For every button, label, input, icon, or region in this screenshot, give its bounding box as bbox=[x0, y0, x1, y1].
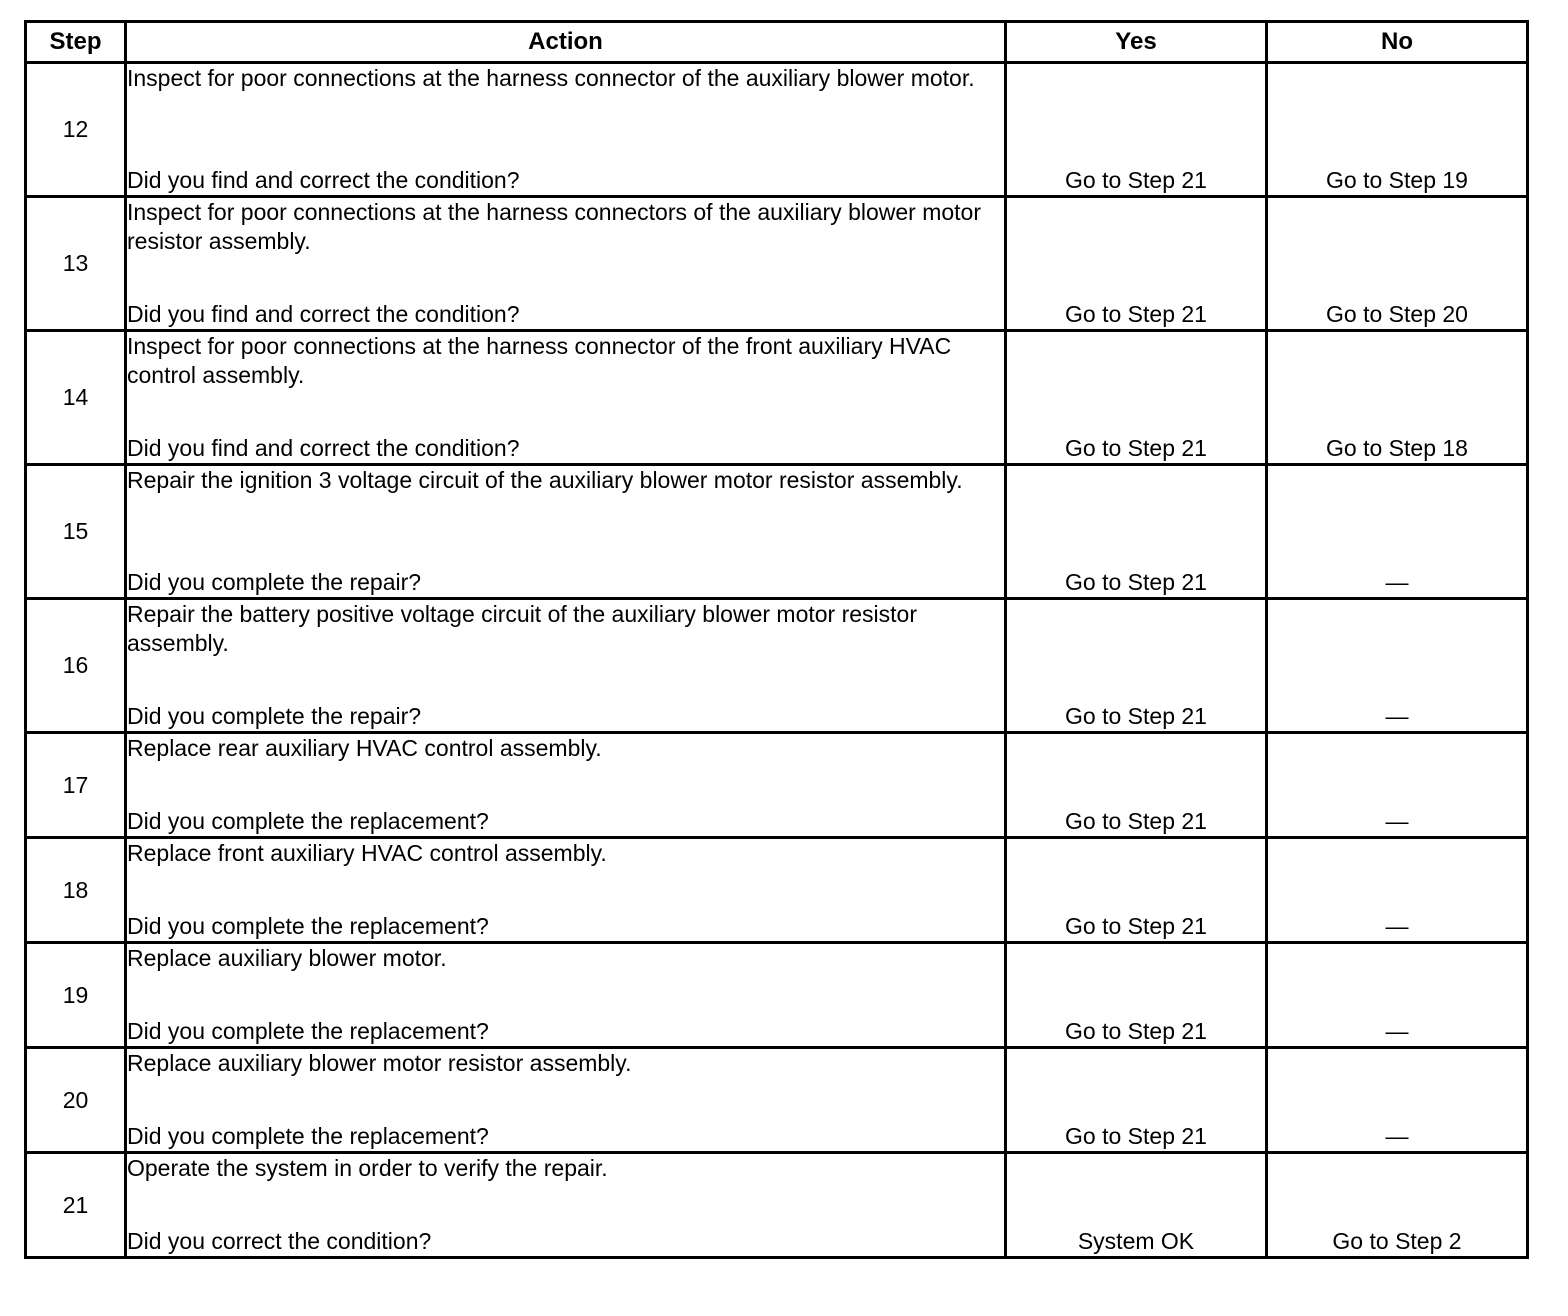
header-action: Action bbox=[126, 22, 1006, 63]
action-instruction: Inspect for poor connections at the harness connectors of the auxiliary blower motor resistor assembly. bbox=[127, 199, 982, 254]
table-row bbox=[26, 943, 1528, 1048]
action-cell bbox=[126, 733, 1006, 838]
step-number: 13 bbox=[26, 197, 126, 331]
action-instruction: Repair the ignition 3 voltage circuit of the auxiliary blower motor resistor assembly. bbox=[127, 467, 963, 493]
table-row bbox=[26, 599, 1528, 733]
no-result: — bbox=[1267, 1048, 1528, 1153]
step-number: 14 bbox=[26, 331, 126, 465]
no-result: — bbox=[1267, 838, 1528, 943]
action-question: Did you complete the replacement? bbox=[127, 808, 489, 834]
action-instruction: Operate the system in order to verify the repair. bbox=[127, 1155, 608, 1181]
action-cell bbox=[126, 1048, 1006, 1153]
yes-result: Go to Step 21 bbox=[1006, 63, 1267, 197]
action-question: Did you complete the replacement? bbox=[127, 913, 489, 939]
action-cell bbox=[126, 465, 1006, 599]
table-row bbox=[26, 465, 1528, 599]
step-number: 21 bbox=[26, 1153, 126, 1258]
action-question: Did you complete the repair? bbox=[127, 569, 422, 595]
diagnostic-table bbox=[24, 20, 1529, 1259]
yes-result: System OK bbox=[1006, 1153, 1267, 1258]
header-row bbox=[26, 22, 1528, 63]
action-cell bbox=[126, 599, 1006, 733]
no-result: — bbox=[1267, 465, 1528, 599]
no-result: Go to Step 2 bbox=[1267, 1153, 1528, 1258]
no-result: Go to Step 18 bbox=[1267, 331, 1528, 465]
yes-result: Go to Step 21 bbox=[1006, 1048, 1267, 1153]
step-number: 12 bbox=[26, 63, 126, 197]
yes-result: Go to Step 21 bbox=[1006, 733, 1267, 838]
yes-result: Go to Step 21 bbox=[1006, 599, 1267, 733]
action-cell bbox=[126, 197, 1006, 331]
yes-result: Go to Step 21 bbox=[1006, 465, 1267, 599]
table-row bbox=[26, 197, 1528, 331]
action-question: Did you complete the replacement? bbox=[127, 1018, 489, 1044]
no-result: — bbox=[1267, 943, 1528, 1048]
step-number: 16 bbox=[26, 599, 126, 733]
no-result: Go to Step 19 bbox=[1267, 63, 1528, 197]
table-row bbox=[26, 1048, 1528, 1153]
table-row bbox=[26, 733, 1528, 838]
action-question: Did you complete the repair? bbox=[127, 703, 422, 729]
yes-result: Go to Step 21 bbox=[1006, 331, 1267, 465]
step-number: 19 bbox=[26, 943, 126, 1048]
action-question: Did you find and correct the condition? bbox=[127, 301, 520, 327]
yes-result: Go to Step 21 bbox=[1006, 197, 1267, 331]
action-instruction: Replace auxiliary blower motor. bbox=[127, 945, 447, 971]
yes-result: Go to Step 21 bbox=[1006, 943, 1267, 1048]
action-cell bbox=[126, 943, 1006, 1048]
header-yes: Yes bbox=[1006, 22, 1267, 63]
action-instruction: Replace auxiliary blower motor resistor assembly. bbox=[127, 1050, 632, 1076]
no-result: — bbox=[1267, 599, 1528, 733]
action-instruction: Inspect for poor connections at the harness connector of the front auxiliary HVAC control assembly. bbox=[127, 333, 952, 388]
step-number: 18 bbox=[26, 838, 126, 943]
table-row bbox=[26, 63, 1528, 197]
no-result: Go to Step 20 bbox=[1267, 197, 1528, 331]
header-step: Step bbox=[26, 22, 126, 63]
action-cell bbox=[126, 331, 1006, 465]
action-instruction: Replace front auxiliary HVAC control assembly. bbox=[127, 840, 607, 866]
action-question: Did you find and correct the condition? bbox=[127, 435, 520, 461]
header-no: No bbox=[1267, 22, 1528, 63]
yes-result: Go to Step 21 bbox=[1006, 838, 1267, 943]
action-question: Did you find and correct the condition? bbox=[127, 167, 520, 193]
step-number: 17 bbox=[26, 733, 126, 838]
action-instruction: Replace rear auxiliary HVAC control assembly. bbox=[127, 735, 602, 761]
step-number: 15 bbox=[26, 465, 126, 599]
table-row bbox=[26, 331, 1528, 465]
action-question: Did you complete the replacement? bbox=[127, 1123, 489, 1149]
action-question: Did you correct the condition? bbox=[127, 1228, 432, 1254]
action-instruction: Repair the battery positive voltage circuit of the auxiliary blower motor resistor assembly. bbox=[127, 601, 918, 656]
action-cell bbox=[126, 838, 1006, 943]
step-number: 20 bbox=[26, 1048, 126, 1153]
no-result: — bbox=[1267, 733, 1528, 838]
action-instruction: Inspect for poor connections at the harness connector of the auxiliary blower motor. bbox=[127, 65, 975, 91]
action-cell bbox=[126, 63, 1006, 197]
table-row bbox=[26, 838, 1528, 943]
table-row bbox=[26, 1153, 1528, 1258]
action-cell bbox=[126, 1153, 1006, 1258]
